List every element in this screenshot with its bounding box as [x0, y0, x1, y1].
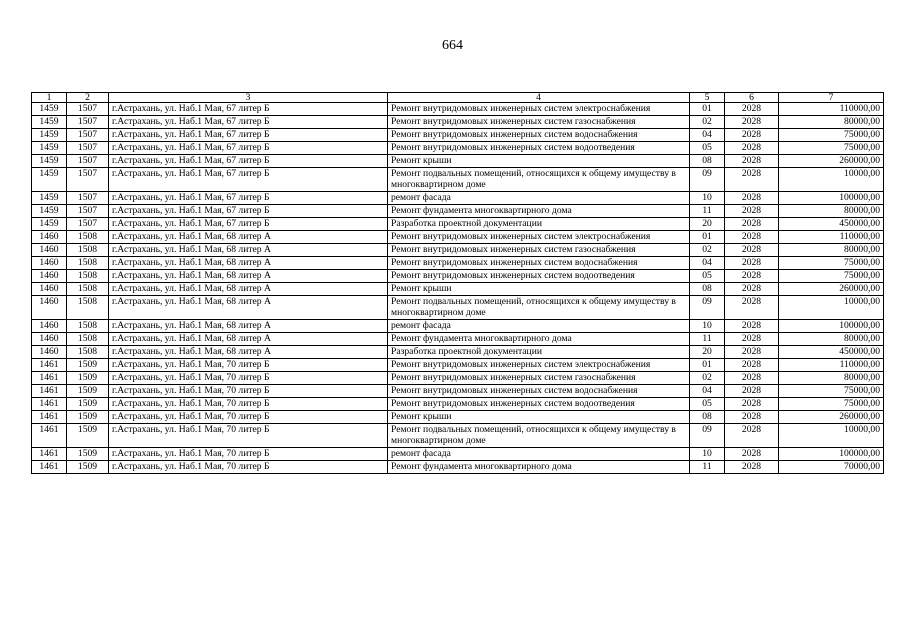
address-cell: г.Астрахань, ул. Наб.1 Мая, 70 литер Б	[109, 448, 388, 461]
address-cell: г.Астрахань, ул. Наб.1 Мая, 68 литер А	[109, 257, 388, 270]
work-code-cell: 04	[690, 257, 725, 270]
house-id-cell: 1509	[67, 385, 109, 398]
work-code-cell: 09	[690, 296, 725, 320]
address-cell: г.Астрахань, ул. Наб.1 Мая, 70 литер Б	[109, 385, 388, 398]
work-type-cell: Ремонт внутридомовых инженерных систем водоотведения	[388, 142, 690, 155]
row-index-cell: 1459	[32, 129, 67, 142]
cost-cell: 110000,00	[779, 359, 884, 372]
house-id-cell: 1508	[67, 296, 109, 320]
work-type-cell: Ремонт внутридомовых инженерных систем водоотведения	[388, 398, 690, 411]
work-code-cell: 04	[690, 129, 725, 142]
work-type-cell: Ремонт внутридомовых инженерных систем водоснабжения	[388, 129, 690, 142]
work-code-cell: 10	[690, 448, 725, 461]
table-row	[32, 218, 884, 231]
house-id-cell: 1509	[67, 398, 109, 411]
work-type-cell: Ремонт внутридомовых инженерных систем водоотведения	[388, 270, 690, 283]
house-id-cell: 1507	[67, 116, 109, 129]
work-code-cell: 09	[690, 424, 725, 448]
cost-cell: 80000,00	[779, 333, 884, 346]
house-id-cell: 1509	[67, 411, 109, 424]
row-index-cell: 1461	[32, 424, 67, 448]
col-header: 4	[388, 93, 690, 103]
work-type-cell: ремонт фасада	[388, 448, 690, 461]
work-code-cell: 02	[690, 116, 725, 129]
house-id-cell: 1507	[67, 205, 109, 218]
table-row	[32, 142, 884, 155]
work-code-cell: 05	[690, 398, 725, 411]
work-code-cell: 08	[690, 155, 725, 168]
table-header-row	[32, 93, 884, 103]
address-cell: г.Астрахань, ул. Наб.1 Мая, 70 литер Б	[109, 359, 388, 372]
cost-cell: 75000,00	[779, 385, 884, 398]
cost-cell: 75000,00	[779, 129, 884, 142]
house-id-cell: 1507	[67, 142, 109, 155]
work-code-cell: 02	[690, 372, 725, 385]
work-type-cell: Ремонт внутридомовых инженерных систем электроснабжения	[388, 359, 690, 372]
address-cell: г.Астрахань, ул. Наб.1 Мая, 70 литер Б	[109, 424, 388, 448]
address-cell: г.Астрахань, ул. Наб.1 Мая, 70 литер Б	[109, 461, 388, 474]
table-row	[32, 155, 884, 168]
table-row	[32, 320, 884, 333]
address-cell: г.Астрахань, ул. Наб.1 Мая, 68 литер А	[109, 231, 388, 244]
house-id-cell: 1508	[67, 257, 109, 270]
cost-cell: 100000,00	[779, 448, 884, 461]
address-cell: г.Астрахань, ул. Наб.1 Мая, 67 литер Б	[109, 218, 388, 231]
year-cell: 2028	[725, 398, 779, 411]
work-type-cell: Ремонт фундамента многоквартирного дома	[388, 461, 690, 474]
work-type-cell: Ремонт подвальных помещений, относящихся к общему имуществу в многоквартирном доме	[388, 168, 690, 192]
work-code-cell: 01	[690, 231, 725, 244]
col-header: 1	[32, 93, 67, 103]
table-row	[32, 257, 884, 270]
col-header: 7	[779, 93, 884, 103]
row-index-cell: 1461	[32, 385, 67, 398]
work-code-cell: 08	[690, 283, 725, 296]
address-cell: г.Астрахань, ул. Наб.1 Мая, 68 литер А	[109, 333, 388, 346]
cost-cell: 10000,00	[779, 424, 884, 448]
address-cell: г.Астрахань, ул. Наб.1 Мая, 70 литер Б	[109, 372, 388, 385]
cost-cell: 80000,00	[779, 116, 884, 129]
house-id-cell: 1509	[67, 424, 109, 448]
row-index-cell: 1459	[32, 155, 67, 168]
row-index-cell: 1460	[32, 346, 67, 359]
year-cell: 2028	[725, 205, 779, 218]
table-row	[32, 270, 884, 283]
table-row	[32, 296, 884, 320]
table-row	[32, 398, 884, 411]
col-header: 5	[690, 93, 725, 103]
table-row	[32, 244, 884, 257]
row-index-cell: 1459	[32, 142, 67, 155]
row-index-cell: 1459	[32, 192, 67, 205]
table-row	[32, 448, 884, 461]
year-cell: 2028	[725, 333, 779, 346]
cost-cell: 110000,00	[779, 103, 884, 116]
col-header: 3	[109, 93, 388, 103]
address-cell: г.Астрахань, ул. Наб.1 Мая, 67 литер Б	[109, 205, 388, 218]
cost-cell: 75000,00	[779, 142, 884, 155]
house-id-cell: 1508	[67, 270, 109, 283]
row-index-cell: 1460	[32, 244, 67, 257]
table-row	[32, 333, 884, 346]
year-cell: 2028	[725, 283, 779, 296]
row-index-cell: 1459	[32, 116, 67, 129]
cost-cell: 80000,00	[779, 372, 884, 385]
row-index-cell: 1460	[32, 320, 67, 333]
row-index-cell: 1460	[32, 296, 67, 320]
row-index-cell: 1460	[32, 231, 67, 244]
cost-cell: 75000,00	[779, 257, 884, 270]
row-index-cell: 1460	[32, 270, 67, 283]
house-id-cell: 1509	[67, 372, 109, 385]
work-code-cell: 10	[690, 320, 725, 333]
work-code-cell: 11	[690, 333, 725, 346]
cost-cell: 70000,00	[779, 461, 884, 474]
table-row	[32, 372, 884, 385]
year-cell: 2028	[725, 359, 779, 372]
row-index-cell: 1461	[32, 411, 67, 424]
cost-cell: 80000,00	[779, 244, 884, 257]
address-cell: г.Астрахань, ул. Наб.1 Мая, 68 литер А	[109, 283, 388, 296]
cost-cell: 450000,00	[779, 218, 884, 231]
cost-cell: 100000,00	[779, 192, 884, 205]
work-type-cell: Ремонт крыши	[388, 155, 690, 168]
row-index-cell: 1461	[32, 359, 67, 372]
work-code-cell: 02	[690, 244, 725, 257]
table-row	[32, 168, 884, 192]
year-cell: 2028	[725, 103, 779, 116]
work-code-cell: 08	[690, 411, 725, 424]
page-number: 664	[442, 38, 463, 53]
house-id-cell: 1508	[67, 346, 109, 359]
year-cell: 2028	[725, 346, 779, 359]
table-row	[32, 116, 884, 129]
house-id-cell: 1508	[67, 283, 109, 296]
table-row	[32, 103, 884, 116]
address-cell: г.Астрахань, ул. Наб.1 Мая, 67 литер Б	[109, 168, 388, 192]
year-cell: 2028	[725, 257, 779, 270]
row-index-cell: 1459	[32, 168, 67, 192]
cost-cell: 80000,00	[779, 205, 884, 218]
address-cell: г.Астрахань, ул. Наб.1 Мая, 68 литер А	[109, 320, 388, 333]
address-cell: г.Астрахань, ул. Наб.1 Мая, 68 литер А	[109, 346, 388, 359]
work-type-cell: Ремонт фундамента многоквартирного дома	[388, 205, 690, 218]
col-header: 2	[67, 93, 109, 103]
year-cell: 2028	[725, 129, 779, 142]
work-code-cell: 20	[690, 218, 725, 231]
cost-cell: 75000,00	[779, 270, 884, 283]
work-type-cell: Ремонт крыши	[388, 283, 690, 296]
work-type-cell: Разработка проектной документации	[388, 218, 690, 231]
address-cell: г.Астрахань, ул. Наб.1 Мая, 67 литер Б	[109, 129, 388, 142]
house-id-cell: 1508	[67, 333, 109, 346]
house-id-cell: 1507	[67, 155, 109, 168]
year-cell: 2028	[725, 424, 779, 448]
work-type-cell: Ремонт внутридомовых инженерных систем водоснабжения	[388, 385, 690, 398]
year-cell: 2028	[725, 142, 779, 155]
cost-cell: 100000,00	[779, 320, 884, 333]
cost-cell: 10000,00	[779, 168, 884, 192]
address-cell: г.Астрахань, ул. Наб.1 Мая, 67 литер Б	[109, 103, 388, 116]
row-index-cell: 1460	[32, 283, 67, 296]
address-cell: г.Астрахань, ул. Наб.1 Мая, 67 литер Б	[109, 192, 388, 205]
work-code-cell: 04	[690, 385, 725, 398]
cost-cell: 260000,00	[779, 155, 884, 168]
year-cell: 2028	[725, 461, 779, 474]
work-type-cell: Ремонт внутридомовых инженерных систем электроснабжения	[388, 231, 690, 244]
cost-cell: 260000,00	[779, 283, 884, 296]
year-cell: 2028	[725, 270, 779, 283]
house-id-cell: 1509	[67, 461, 109, 474]
address-cell: г.Астрахань, ул. Наб.1 Мая, 68 литер А	[109, 270, 388, 283]
work-code-cell: 01	[690, 103, 725, 116]
row-index-cell: 1461	[32, 448, 67, 461]
work-type-cell: Ремонт подвальных помещений, относящихся к общему имуществу в многоквартирном доме	[388, 296, 690, 320]
year-cell: 2028	[725, 218, 779, 231]
house-id-cell: 1508	[67, 231, 109, 244]
row-index-cell: 1461	[32, 461, 67, 474]
work-code-cell: 20	[690, 346, 725, 359]
work-code-cell: 11	[690, 461, 725, 474]
year-cell: 2028	[725, 448, 779, 461]
work-type-cell: ремонт фасада	[388, 320, 690, 333]
address-cell: г.Астрахань, ул. Наб.1 Мая, 70 литер Б	[109, 398, 388, 411]
row-index-cell: 1459	[32, 103, 67, 116]
year-cell: 2028	[725, 192, 779, 205]
cost-cell: 75000,00	[779, 398, 884, 411]
work-type-cell: Разработка проектной документации	[388, 346, 690, 359]
address-cell: г.Астрахань, ул. Наб.1 Мая, 67 литер Б	[109, 155, 388, 168]
table-row	[32, 411, 884, 424]
house-id-cell: 1508	[67, 320, 109, 333]
cost-cell: 260000,00	[779, 411, 884, 424]
row-index-cell: 1460	[32, 257, 67, 270]
work-code-cell: 11	[690, 205, 725, 218]
work-type-cell: Ремонт внутридомовых инженерных систем газоснабжения	[388, 116, 690, 129]
cost-cell: 450000,00	[779, 346, 884, 359]
table-row	[32, 192, 884, 205]
house-id-cell: 1507	[67, 218, 109, 231]
work-code-cell: 10	[690, 192, 725, 205]
cost-cell: 10000,00	[779, 296, 884, 320]
table-row	[32, 129, 884, 142]
house-id-cell: 1509	[67, 359, 109, 372]
row-index-cell: 1459	[32, 205, 67, 218]
year-cell: 2028	[725, 296, 779, 320]
table-row	[32, 231, 884, 244]
work-type-cell: Ремонт внутридомовых инженерных систем водоснабжения	[388, 257, 690, 270]
work-type-cell: Ремонт внутридомовых инженерных систем электроснабжения	[388, 103, 690, 116]
year-cell: 2028	[725, 116, 779, 129]
work-code-cell: 05	[690, 142, 725, 155]
work-code-cell: 01	[690, 359, 725, 372]
row-index-cell: 1461	[32, 372, 67, 385]
address-cell: г.Астрахань, ул. Наб.1 Мая, 68 литер А	[109, 244, 388, 257]
year-cell: 2028	[725, 168, 779, 192]
table-row	[32, 205, 884, 218]
address-cell: г.Астрахань, ул. Наб.1 Мая, 67 литер Б	[109, 116, 388, 129]
row-index-cell: 1459	[32, 218, 67, 231]
work-type-cell: ремонт фасада	[388, 192, 690, 205]
work-type-cell: Ремонт внутридомовых инженерных систем газоснабжения	[388, 244, 690, 257]
house-id-cell: 1507	[67, 103, 109, 116]
address-cell: г.Астрахань, ул. Наб.1 Мая, 68 литер А	[109, 296, 388, 320]
year-cell: 2028	[725, 372, 779, 385]
works-table	[31, 92, 884, 474]
work-code-cell: 05	[690, 270, 725, 283]
house-id-cell: 1508	[67, 244, 109, 257]
address-cell: г.Астрахань, ул. Наб.1 Мая, 67 литер Б	[109, 142, 388, 155]
table-row	[32, 346, 884, 359]
table-row	[32, 461, 884, 474]
house-id-cell: 1507	[67, 168, 109, 192]
year-cell: 2028	[725, 244, 779, 257]
row-index-cell: 1461	[32, 398, 67, 411]
address-cell: г.Астрахань, ул. Наб.1 Мая, 70 литер Б	[109, 411, 388, 424]
year-cell: 2028	[725, 411, 779, 424]
work-type-cell: Ремонт крыши	[388, 411, 690, 424]
row-index-cell: 1460	[32, 333, 67, 346]
year-cell: 2028	[725, 320, 779, 333]
table-row	[32, 385, 884, 398]
house-id-cell: 1507	[67, 192, 109, 205]
work-type-cell: Ремонт подвальных помещений, относящихся к общему имуществу в многоквартирном доме	[388, 424, 690, 448]
year-cell: 2028	[725, 155, 779, 168]
col-header: 6	[725, 93, 779, 103]
house-id-cell: 1507	[67, 129, 109, 142]
work-type-cell: Ремонт фундамента многоквартирного дома	[388, 333, 690, 346]
year-cell: 2028	[725, 385, 779, 398]
table-row	[32, 424, 884, 448]
work-code-cell: 09	[690, 168, 725, 192]
cost-cell: 110000,00	[779, 231, 884, 244]
table-row	[32, 359, 884, 372]
table-row	[32, 283, 884, 296]
house-id-cell: 1509	[67, 448, 109, 461]
work-type-cell: Ремонт внутридомовых инженерных систем газоснабжения	[388, 372, 690, 385]
year-cell: 2028	[725, 231, 779, 244]
